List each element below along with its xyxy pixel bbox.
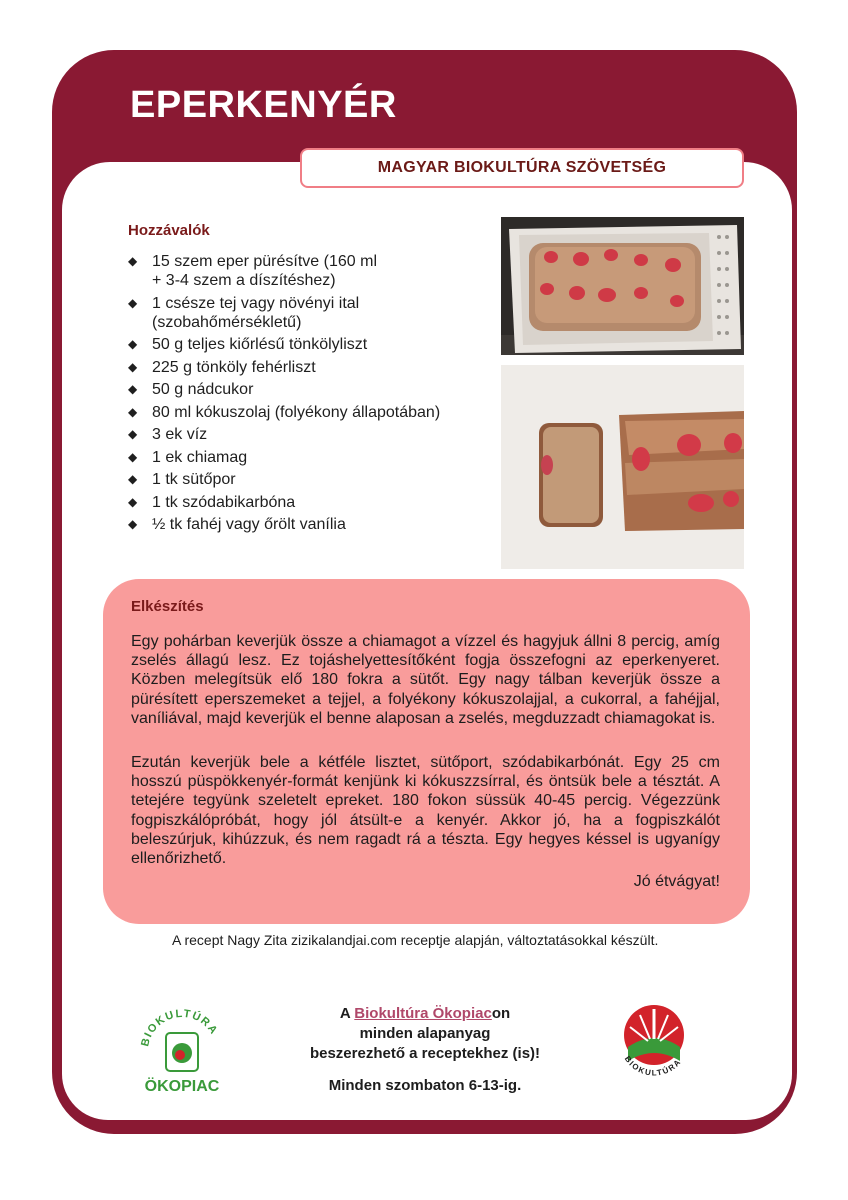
ingredient-item [128,358,488,377]
bullet-icon: ◆ [128,472,138,486]
okopiac-logo-graphic [134,999,230,1097]
bullet-icon: ◆ [128,404,138,419]
ingredient-item [128,380,488,399]
ingredient-item [128,448,488,467]
bullet-icon: ◆ [128,295,138,310]
preparation-heading: Elkészítés [131,598,204,615]
ingredient-item [128,294,488,332]
market-info [270,1004,580,1096]
ingredient-item [128,335,488,354]
bullet-icon: ◆ [128,449,138,464]
market-info-suffix: on [491,1005,511,1022]
biokultura-logo-graphic [614,999,694,1091]
organization-name: MAGYAR BIOKULTÚRA SZÖVETSÉG [377,159,667,176]
organization-banner [300,148,744,188]
market-info-line-1 [270,1004,580,1024]
okopiac-link[interactable]: Biokultúra Ökopiac [354,1005,492,1022]
bullet-icon: ◆ [128,427,138,441]
bullet-icon: ◆ [128,337,138,351]
ingredient-text: 1 tk szódabikarbóna [152,493,296,511]
ingredient-text: 1 csésze tej vagy növényi ital [152,294,360,312]
recipe-credit: A recept Nagy Zita zizikalandjai.com receptje alapján, változtatásokkal készült. [172,932,659,948]
sliced-bread-photo [501,365,744,569]
market-info-prefix: A [339,1005,355,1022]
okopiac-logo-word: ÖKOPIAC [144,1078,220,1095]
okopiac-logo [134,999,230,1097]
ingredient-item [128,470,488,489]
page-title: EPERKENYÉR [130,84,397,126]
ingredient-text: 1 ek chiamag [152,448,248,466]
ingredient-text: 3 ek víz [152,426,208,443]
ingredient-item [128,493,488,512]
ingredient-text: 50 g nádcukor [152,381,254,398]
market-schedule: Minden szombaton 6-13-ig. [328,1077,522,1094]
ingredient-text-continued: (szobahőmérsékletű) [152,313,302,331]
ingredient-item [128,252,488,290]
market-info-line-3: beszerezhető a receptekhez (is)! [309,1045,541,1062]
baking-pan-photo [501,217,744,355]
okopiac-arc-text: BIOKULTÚRA [139,1007,221,1048]
ingredient-text: ½ tk fahéj vagy őrölt vanília [152,516,346,533]
bullet-icon: ◆ [128,517,138,531]
ingredient-text-continued: + 3-4 szem a díszítéshez) [152,272,336,289]
baking-pan-illustration [501,217,744,355]
ingredient-text: 1 tk sütőpor [152,471,236,488]
biokultura-logo [614,999,694,1091]
closing-greeting: Jó étvágyat! [633,873,720,890]
bullet-icon: ◆ [128,359,138,374]
preparation-paragraph-1: Egy pohárban keverjük össze a chiamagot a vízzel és hagyjuk állni 8 percig, amíg zselés állagú lesz. Ez tojáshelyettesítőként fogja összefogni az eperkenyeret. Közben melegítsük elő 180 fokra a sütőt. Egy nagy tálban keverjük össze a pürésített eperszemeket a tejjel, a folyékony kókuszolajjal, a cukorral, a fahéjjal, vaníliával, majd keverjük el benne alaposan a zselés, megduzzadt chiamagokat is. [131,633,720,727]
ingredient-item [128,515,488,534]
ingredient-item [128,425,488,444]
sliced-bread-illustration [501,365,744,569]
ingredient-text: 225 g tönköly fehérliszt [152,358,316,376]
biokultura-arc-text: BIOKULTÚRA [622,1054,684,1078]
preparation-paragraph-2: Ezután keverjük bele a kétféle lisztet, sütőport, szódabikarbónát. Egy 25 cm hosszú püspökkenyér-formát kenjünk ki kókuszzsírral, és öntsük bele a tésztát. A tetejére tegyünk szeletelt epreket. 180 fokon süssük 40-45 percig. Végezzünk fogpiszkálópróbát, hogy jól átsült-e a kenyér. Akkor jó, ha a fogpiszkálót beleszúrjuk, kihúzzuk, és nem ragadt rá a tészta. Egy hegyes késsel is ugyanígy ellenőrizhető. [131,754,720,868]
bullet-icon: ◆ [128,494,138,509]
ingredient-text: 80 ml kókuszolaj (folyékony állapotában) [152,403,441,421]
ingredient-text: 50 g teljes kiőrlésű tönkölyliszt [152,336,368,353]
ingredient-text: 15 szem eper pürésítve (160 ml [152,253,377,270]
ingredient-item [128,403,488,422]
ingredients-list [128,252,488,538]
bullet-icon: ◆ [128,254,138,268]
market-info-line-2: minden alapanyag [359,1025,491,1042]
bullet-icon: ◆ [128,382,138,396]
ingredients-heading: Hozzávalók [128,222,210,239]
